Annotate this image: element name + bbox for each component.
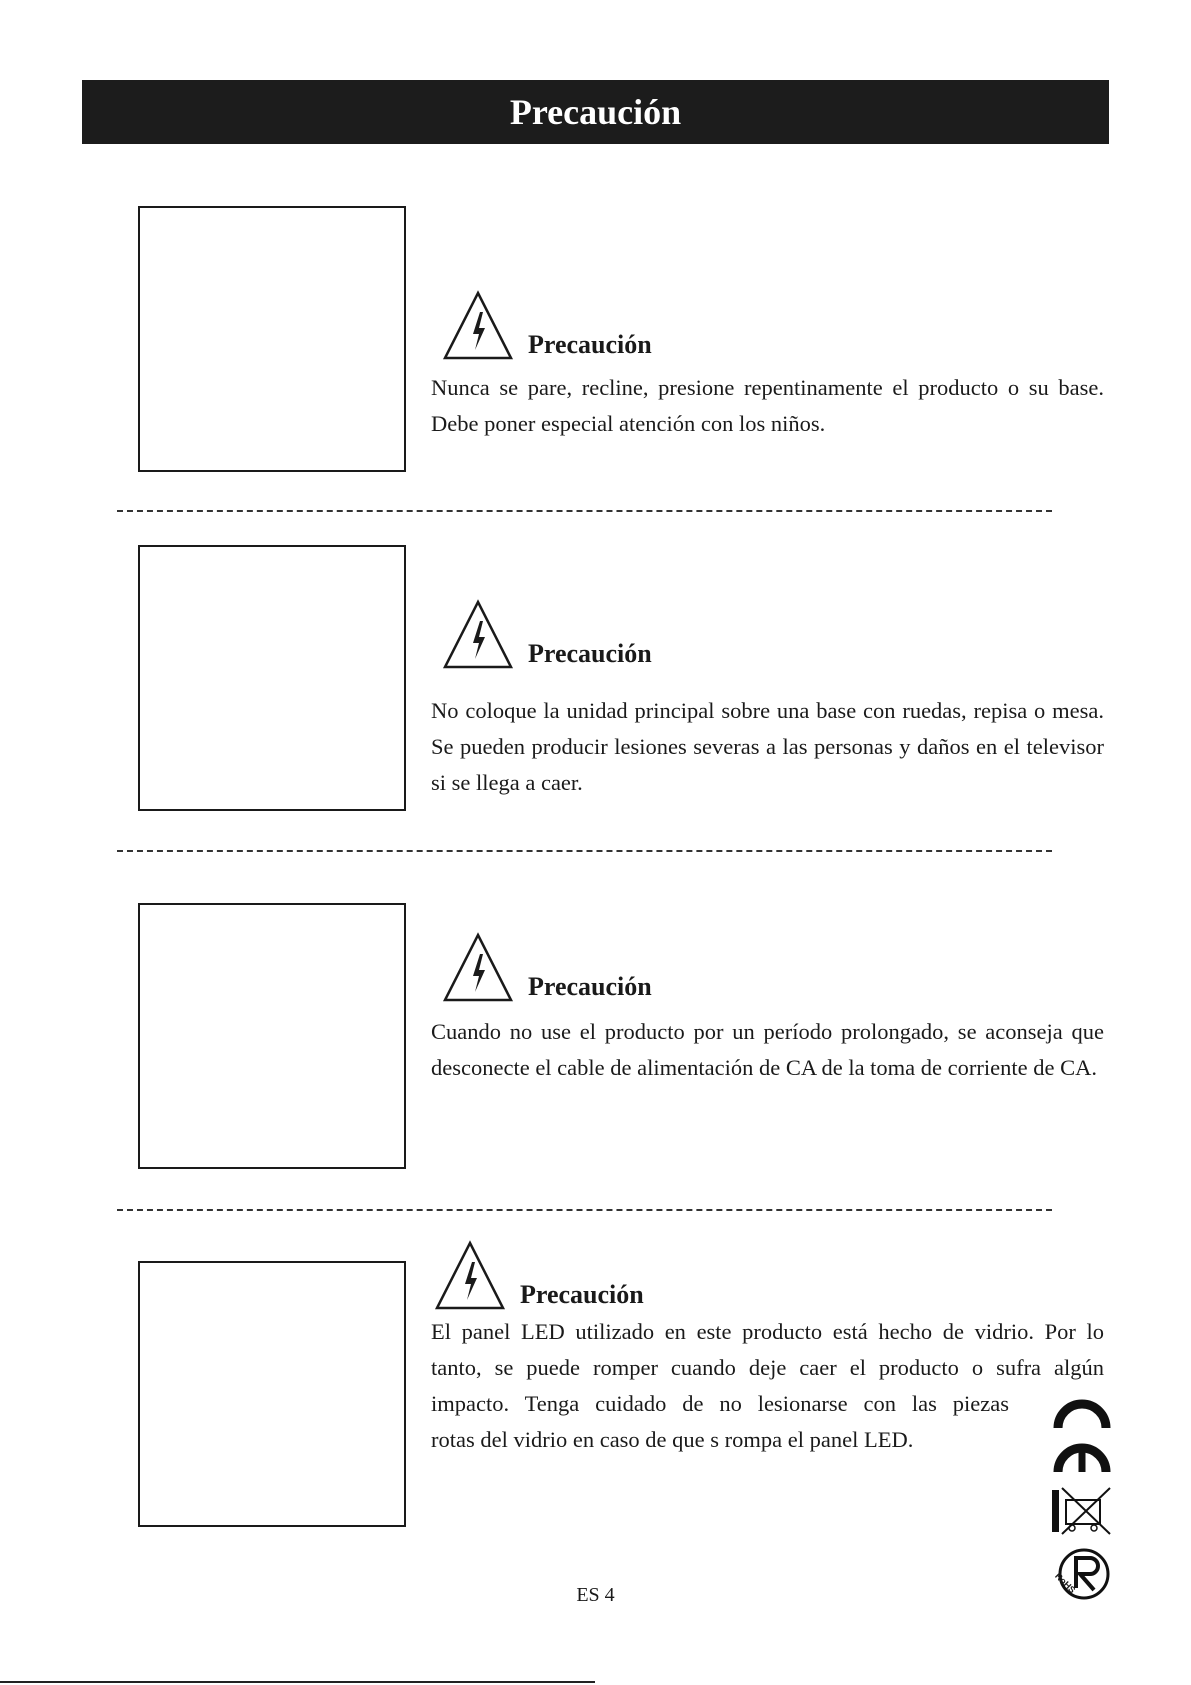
electric-warning-icon bbox=[434, 1240, 506, 1312]
illustration-placeholder bbox=[138, 903, 406, 1169]
illustration-placeholder bbox=[138, 206, 406, 472]
illustration-placeholder bbox=[138, 1261, 406, 1527]
electric-warning-icon bbox=[442, 599, 514, 671]
caution-title: Precaución bbox=[520, 1280, 644, 1309]
caution-text: Cuando no use el producto por un período prolongado, se aconseja que desconecte el cable de alimentación de CA de la toma de corriente de CA. bbox=[431, 1019, 1104, 1080]
caution-text-line: rotas del vidrio en caso de que s rompa el panel LED. bbox=[431, 1427, 914, 1452]
page-number: ES 4 bbox=[576, 1584, 615, 1606]
caution-text-line: El panel LED utilizado en este producto está hecho de vidrio. Por lo bbox=[431, 1319, 1104, 1344]
caution-text-line: impacto. Tenga cuidado de no lesionarse con las piezas bbox=[431, 1391, 1009, 1416]
divider bbox=[117, 1209, 1052, 1211]
caution-title: Precaución bbox=[528, 330, 652, 359]
caution-header bbox=[442, 932, 652, 1004]
page-title-text: Precaución bbox=[509, 92, 682, 132]
caution-text: No coloque la unidad principal sobre una base con ruedas, repisa o mesa. Se pueden producir lesiones severas a las personas y daños en el televisor si se llega a caer. bbox=[431, 698, 1104, 795]
caution-title: Precaución bbox=[528, 972, 652, 1001]
weee-bin-icon bbox=[1052, 1488, 1110, 1534]
page-title bbox=[82, 80, 1109, 144]
rohs-label: RoHS bbox=[1053, 1570, 1078, 1596]
caution-header bbox=[442, 599, 652, 671]
caution-text: Nunca se pare, recline, presione repentinamente el producto o su base. Debe poner especial atención con los niños. bbox=[431, 375, 1104, 436]
caution-text-line: tanto, se puede romper cuando deje caer el producto o sufra algún bbox=[431, 1355, 1104, 1380]
caution-header bbox=[434, 1240, 644, 1312]
bottom-rule bbox=[0, 1681, 595, 1683]
caution-header bbox=[442, 290, 652, 362]
caution-title: Precaución bbox=[528, 639, 652, 668]
electric-warning-icon bbox=[442, 932, 514, 1004]
caution-text bbox=[431, 1314, 1104, 1458]
divider bbox=[117, 510, 1052, 512]
certification-marks bbox=[1050, 1392, 1114, 1607]
illustration-placeholder bbox=[138, 545, 406, 811]
electric-warning-icon bbox=[442, 290, 514, 362]
divider bbox=[117, 850, 1052, 852]
